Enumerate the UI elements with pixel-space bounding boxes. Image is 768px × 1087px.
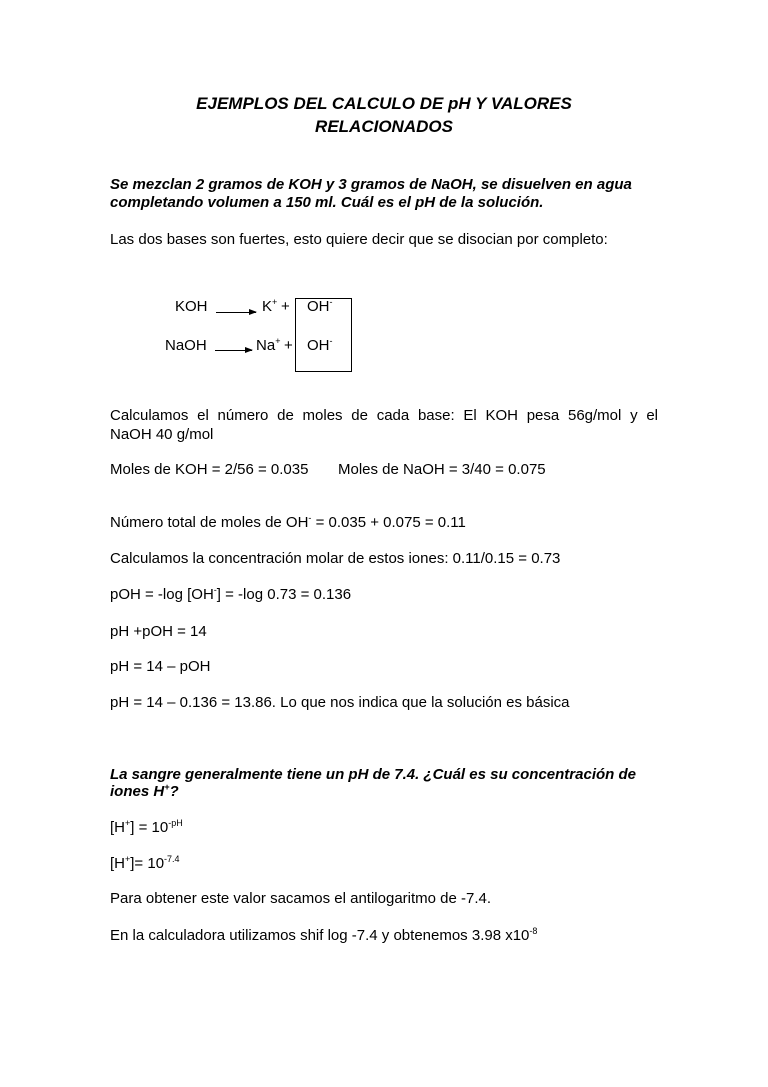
reaction-1-cation: K+ (262, 297, 278, 315)
reaction-1-reactant: KOH (175, 298, 208, 315)
poh-equation: pOH = -log [OH-] = -log 0.73 = 0.136 (110, 585, 352, 603)
molar-concentration-line: Calculamos la concentración molar de estos iones: 0.11/0.15 = 0.73 (110, 550, 561, 567)
problem1-intro: Las dos bases son fuertes, esto quiere decir que se disocian por completo: (110, 231, 608, 248)
antilog-explanation: Para obtener este valor sacamos el antilogaritmo de -7.4. (110, 890, 492, 907)
ph-formula: pH = 14 – pOH (110, 658, 211, 675)
reaction-2-cation: Na+ (256, 336, 281, 354)
calculator-result: En la calculadora utilizamos shif log -7.4 y obtenemos 3.98 $x10^{-8}$ (110, 926, 538, 944)
reaction-2-arrow-icon (215, 350, 252, 351)
problem2-statement-line-2: iones H+? (110, 782, 179, 800)
document-title-line-2: RELACIONADOS (315, 117, 453, 136)
ph-result: pH = 14 – 0.136 = 13.86. Lo que nos indica que la solución es básica (110, 694, 570, 711)
reaction-1-anion: OH- (307, 297, 333, 315)
moles-text-line-1: Calculamos el número de moles de cada base: El KOH pesa 56g/mol y el (110, 407, 658, 424)
reaction-2-anion: OH- (307, 336, 333, 354)
ph-poh-sum: pH +pOH = 14 (110, 623, 207, 640)
reaction-1-arrow-icon (216, 312, 256, 313)
reaction-2-reactant: NaOH (165, 337, 207, 354)
total-moles-line: Número total de moles de OH- = 0.035 + 0.075 = 0.11 (110, 513, 466, 531)
hydrogen-ion-equation-1: $[H^+] = 10^{-pH}$ (110, 818, 183, 836)
hydroxide-highlight-box (295, 298, 352, 372)
reaction-2-plus: + (284, 337, 293, 354)
moles-text-line-2: NaOH 40 g/mol (110, 426, 214, 443)
problem1-statement-line-1: Se mezclan 2 gramos de KOH y 3 gramos de NaOH, se disuelven en agua (110, 176, 632, 193)
moles-koh: Moles de KOH = 2/56 = 0.035 (110, 461, 309, 478)
reaction-1-plus: + (281, 298, 290, 315)
moles-naoh: Moles de NaOH = 3/40 = 0.075 (338, 461, 546, 478)
problem2-statement-line-1: La sangre generalmente tiene un pH de 7.4. ¿Cuál es su concentración de (110, 766, 636, 783)
document-title-line-1: EJEMPLOS DEL CALCULO DE pH Y VALORES (196, 94, 572, 113)
hydrogen-ion-equation-2: $[H^+]= 10^{-7.4}$ (110, 854, 180, 872)
problem1-statement-line-2: completando volumen a 150 ml. Cuál es el pH de la solución. (110, 194, 544, 211)
